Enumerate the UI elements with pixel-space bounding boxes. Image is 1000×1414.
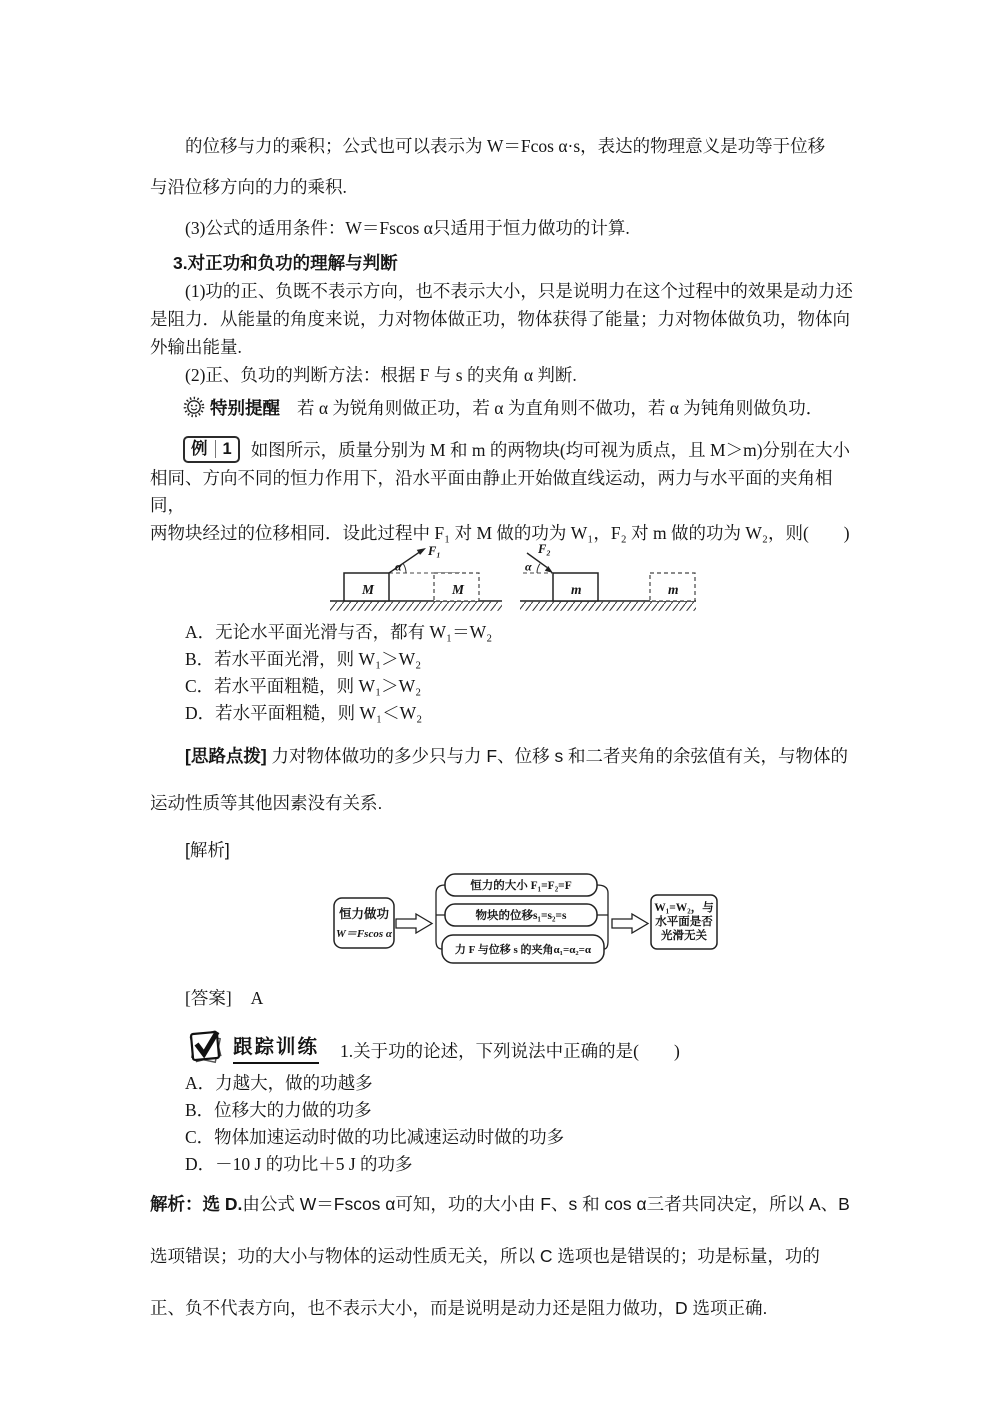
- body-line: (2)正、负功的判断方法：根据 F 与 s 的夹角 α 判断.: [185, 365, 577, 385]
- flow-item-2: 物块的位移s₁=s₂=s: [475, 910, 567, 922]
- option-D: D．若水平面粗糙，则 W₁＜W₂: [185, 703, 423, 723]
- section-heading: 3.对正功和负功的理解与判断: [173, 253, 398, 273]
- checkmark-box-icon: [186, 1028, 226, 1066]
- option-A: A．无论水平面光滑与否，都有 W₁＝W₂: [185, 622, 493, 642]
- special-reminder: [150, 391, 854, 423]
- training-options: [150, 1070, 854, 1178]
- option-D: D．－10 J 的功比＋5 J 的功多: [185, 1154, 413, 1174]
- flow-result-line3: 光滑无关: [661, 930, 707, 942]
- example-badge-char: 例: [191, 440, 208, 458]
- page-content: [150, 0, 854, 1334]
- body-line: (3)公式的适用条件：W＝Fscos α只适用于恒力做功的计算.: [185, 218, 630, 238]
- angle-alpha-label: α: [525, 559, 532, 574]
- body-line: 如图所示，质量分别为 M 和 m 的两物块(均可视为质点，且 M＞m)分别在大小: [250, 440, 851, 460]
- reminder-label: 特别提醒: [210, 397, 280, 418]
- example-first-line: [150, 436, 854, 465]
- hint-section: [150, 733, 854, 874]
- flow-item-3: 力 F 与位移 s 的夹角α₁=α₂=α: [454, 944, 592, 956]
- solution-paragraph: [150, 1178, 854, 1334]
- left-subfigure: [330, 544, 502, 611]
- intro-paragraph: [150, 126, 854, 249]
- block-M-label: M: [362, 582, 375, 597]
- option-C: C．若水平面粗糙，则 W₁＞W₂: [185, 676, 422, 696]
- answer-line: [150, 984, 854, 1012]
- example-figure: [328, 541, 854, 615]
- option-B: B．若水平面光滑，则 W₁＞W₂: [185, 649, 422, 669]
- force-F2-label: F₂: [538, 542, 551, 556]
- example-options: [150, 619, 854, 727]
- flow-item-1: 恒力的大小 F₁=F₂=F: [470, 880, 572, 892]
- training-question: 1.关于功的论述，下列说法中正确的是( ): [340, 1040, 680, 1061]
- hint-text: 力对物体做功的多少只与力 F、位移 s 和二者夹角的余弦值有关，与物体的运动性质等其他因素没有关系.: [150, 746, 849, 813]
- solution-flowchart: [332, 868, 854, 984]
- example-badge-number: 1: [215, 440, 232, 458]
- option-B: B．位移大的力做的功多: [185, 1100, 372, 1120]
- example-badge: [183, 436, 240, 463]
- answer-value: A: [250, 988, 264, 1008]
- option-A: A．力越大，做的功越多: [185, 1073, 373, 1093]
- blocks-on-surface-figure: [328, 541, 698, 615]
- right-subfigure: [520, 542, 696, 611]
- hint-tag: [思路点拨]: [185, 746, 267, 766]
- angle-alpha-label: α: [395, 559, 402, 574]
- flow-result-line2: 水平面是否: [655, 916, 713, 928]
- flow-start-line1: 恒力做功: [338, 907, 390, 921]
- answer-tag: [答案]: [185, 988, 232, 1008]
- block-m-label: m: [571, 582, 582, 597]
- flow-arrow-icon: [612, 914, 648, 933]
- option-C: C．物体加速运动时做的功比减速运动时做的功多: [185, 1127, 565, 1147]
- section-paragraph: [150, 277, 854, 389]
- body-line: 与沿位移方向的力的乘积.: [150, 177, 347, 197]
- solution-pick: 选 D.: [202, 1194, 243, 1214]
- body-line: (1)功的正、负既不表示方向，也不表示大小，只是说明力在这个过程中的效果是动力还: [185, 281, 853, 301]
- body-line: 的位移与力的乘积；公式也可以表示为 W＝Fcos α·s，表达的物理意义是功等于位移: [185, 136, 826, 156]
- smiley-sun-icon: [183, 396, 205, 418]
- training-header: [150, 1026, 854, 1068]
- example-paragraph: [150, 436, 854, 547]
- solution-tag: 解析：: [150, 1194, 203, 1214]
- ghost-block-M-label: M: [452, 582, 465, 597]
- ground-hatching: [520, 602, 696, 611]
- analysis-tag: [解析]: [185, 840, 230, 860]
- training-label: 跟踪训练: [233, 1031, 319, 1064]
- force-F1-label: F₁: [428, 544, 441, 558]
- body-line: 是阻力．从能量的角度来说，力对物体做正功，物体获得了能量；力对物体做负功，物体向: [150, 309, 850, 329]
- flow-result-line1: W₁=W₂，与: [654, 902, 714, 914]
- ghost-block-m-label: m: [668, 582, 679, 597]
- flowchart-figure: [332, 868, 720, 984]
- hint-paragraph: [150, 733, 854, 827]
- flow-arrow-icon: [396, 914, 432, 933]
- ground-hatching: [330, 602, 502, 611]
- solution-text: 由公式 W＝Fscos α可知，功的大小由 F、s 和 cos α三者共同决定，所以 A、B 选项错误；功的大小与物体的运动性质无关，所以 C 选项也是错误的；功是标量，功的正、负不代表方向，也不表示大小，而是说明是动力还是阻力做功，D 选项正确.: [150, 1194, 850, 1318]
- body-line: 两物块经过的位移相同．设此过程中 F₁ 对 M 做的功为 W₁，F₂ 对 m 做的功为 W₂，则( ): [150, 522, 850, 543]
- body-line: 外输出能量.: [150, 337, 242, 357]
- flow-start-line2: W＝Fscos α: [336, 928, 392, 940]
- body-line: 相同、方向不同的恒力作用下，沿水平面由静止开始做直线运动，两力与水平面的夹角相同，: [150, 467, 833, 515]
- reminder-text: 若 α 为锐角则做正功，若 α 为直角则不做功，若 α 为钝角则做负功．: [297, 397, 824, 418]
